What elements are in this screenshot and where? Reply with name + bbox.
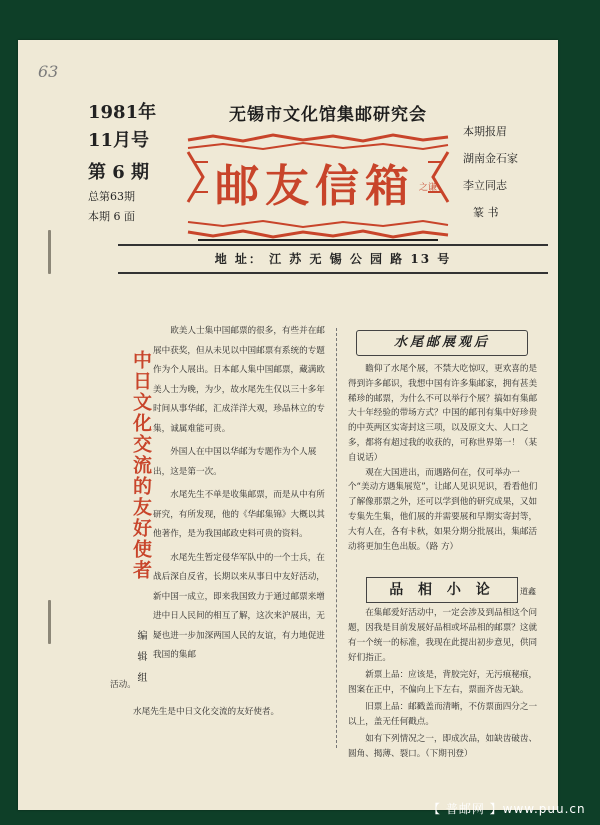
- masthead-credits: [463, 118, 553, 226]
- issue-month: 11月号: [88, 130, 150, 151]
- article3-paragraph: 旧票上品：邮戳盖而清晰，不仿票面四分之一以上，盖无任何戳点。: [348, 702, 538, 727]
- article2-paragraph: 瞻仰了水尾个展，不禁大吃惊叹，更欢喜的是得到许多邮识，我想中国有许多集邮家，拥有甚美稀珍的邮票，为什么不可以举行个展？搞如有集邮大十年经验的带场方式？中国的邮刊有集中好珍贵的中英两区实寄封这三项，以及原文大、人口之多，都将有超过我的收获的，可称世界第一！（某自说话）: [348, 364, 538, 463]
- article3-paragraph: 新票上品：应该是，背胶完好，无污痕秘痕，图案在正中，不偏向上下左右，票面齐齿无缺。: [348, 670, 538, 695]
- article2-title: 水尾邮展观后: [356, 330, 528, 356]
- article1-paragraph: 外国人在中国以华邮为专题作为个人展出，这是第一次。: [153, 447, 317, 477]
- credit-line: 李立同志: [463, 179, 507, 192]
- credit-line: 篆 书: [473, 206, 499, 219]
- article2-body: [348, 362, 540, 554]
- masthead-signature: 之谦: [419, 183, 438, 193]
- issue-number: 第 6 期: [88, 162, 150, 183]
- site-watermark: 【 普邮网 】www.puu.cn: [428, 802, 586, 816]
- issue-total: 总第63期: [88, 190, 135, 203]
- credit-line: 本期报眉: [463, 125, 507, 138]
- article3-paragraph: 如有下列情况之一，即成次品，如缺齿破齿、圆角、揭薄、裂口。（下期刊登）: [348, 734, 538, 759]
- staple-top: [48, 230, 51, 274]
- article3-author: 道鑫: [520, 587, 536, 596]
- newsletter-page: [18, 40, 558, 810]
- credit-line: 湖南金石家: [463, 152, 518, 165]
- article2-paragraph: 观在大国进出，而遇路何在，仅可举办一个“美动方遇集展览”，让邮人见识见识，看看他们了解像那票之外，还可以学到他的研究成果，又如专集先生集，他们展的并需要展和早期实寄封等，大有人在，各有卡秋，如果分期分批展出，集邮活动将更加生色出版。（路 方）: [348, 467, 538, 552]
- issue-pages: 本期 6 面: [88, 210, 135, 223]
- article1-tail: 活动。: [110, 680, 136, 690]
- issue-year: 1981年: [88, 102, 157, 123]
- article1-byline: 编 辑 组: [135, 630, 146, 687]
- pencil-annotation: 63: [38, 62, 59, 81]
- address-bar: 地 址： 江 苏 无 锡 公 园 路 13 号: [118, 244, 548, 274]
- article1-paragraph: 水尾先生暂定侵华军队中的一个士兵，在战后深自反省，长期以来从事日中友好活动，新中国一成立，即来我国致力于通过邮票来增进中日人民间的相互了解，这次来沪展出，无疑也进一步加深两国人民的友谊，有力地促进我国的集邮: [153, 552, 325, 660]
- article1-paragraph: 欧美人士集中国邮票的很多，有些并在邮展中获奖，但从未见以中国邮票有系统的专题作为个人展出。日本邮人集中国邮票，藏满欧美人士为晚，为少，故水尾先生仅以三十多年时间从事华邮，汇成洋洋大观，珍品林立的专集，诚属难能可贵。: [153, 326, 325, 434]
- staple-bottom: [48, 600, 51, 644]
- article1-closing: 水尾先生是中日文化交流的友好使者。: [133, 707, 280, 717]
- masthead: [183, 132, 453, 242]
- article1-title: 中日文化交流的友好使者: [130, 350, 152, 581]
- article3-title: 品 相 小 论: [366, 577, 518, 603]
- article3-body: [348, 606, 540, 764]
- issue-info: [88, 98, 198, 224]
- masthead-title: 邮友信箱: [215, 161, 415, 212]
- article3-paragraph: 在集邮爱好活动中，一定会涉及到品相这个问题，因我是目前发展好品相或坏品相的邮票？这就有一个统一的标准，我现在此提出初步意见，供同好们指正。: [348, 608, 538, 663]
- column-divider: [336, 328, 338, 748]
- article1-paragraph: 水尾先生不单是收集邮票，而是从中有所研究，有所发现，他的《华邮集锦》大概以其他著作，是为我国邮政史料可贵的资料。: [153, 490, 325, 539]
- article1-body: [153, 322, 333, 670]
- organization-name: 无锡市文化馆集邮研究会: [229, 105, 427, 125]
